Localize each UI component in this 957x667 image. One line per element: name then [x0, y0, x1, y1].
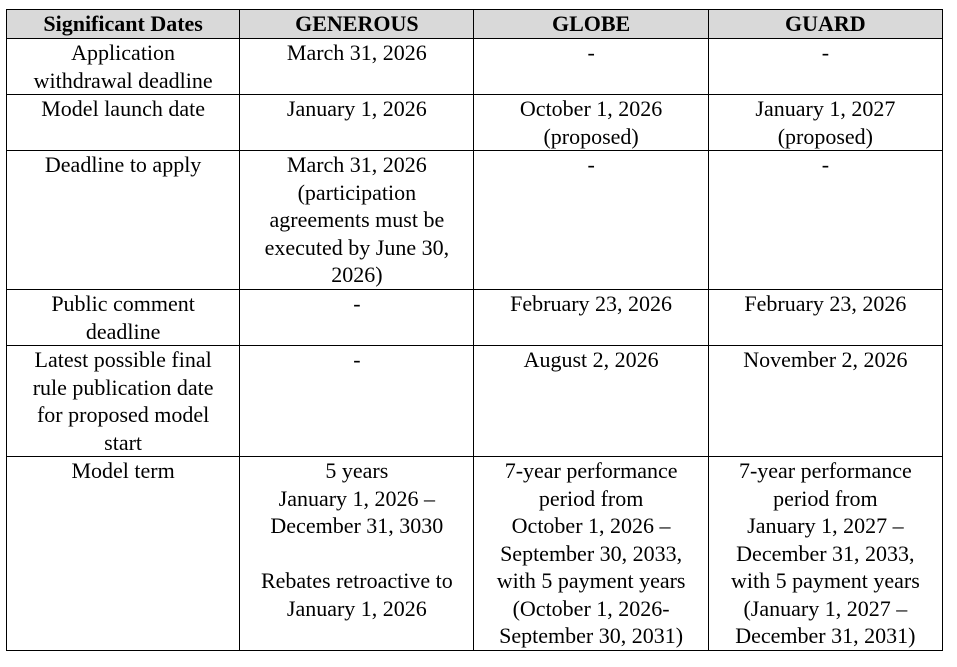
- cell-text-line: March 31, 2026: [286, 40, 427, 65]
- cell-text-line: executed by June 30,: [264, 234, 450, 260]
- table-row: [7, 290, 943, 346]
- cell-text-line: January 1, 2026: [286, 595, 427, 621]
- cell-text-line: -: [587, 152, 595, 177]
- cell-generous: [240, 346, 474, 457]
- cell-text-line: December 31, 2031): [735, 623, 916, 648]
- cell-text-line: (participation: [297, 179, 417, 205]
- cell-text-line: with 5 payment years: [730, 568, 920, 593]
- cell-text-line: 5 years: [325, 458, 389, 483]
- table-row: [7, 457, 943, 651]
- cell-significant-date: [7, 151, 240, 290]
- header-guard: GUARD: [708, 10, 942, 39]
- cell-text-line: rule publication date: [32, 374, 214, 400]
- cell-significant-date: [7, 290, 240, 346]
- header-significant-dates: Significant Dates: [7, 10, 240, 39]
- cell-text-line: (proposed): [777, 123, 874, 149]
- cell-text-line: [244, 540, 469, 568]
- cell-text-line: -: [353, 291, 361, 316]
- cell-text-line: Application: [71, 40, 176, 65]
- cell-text-line: withdrawal deadline: [33, 67, 213, 93]
- cell-text-line: -: [587, 40, 595, 65]
- header-row: [7, 10, 943, 39]
- cell-text-line: 2026): [331, 262, 383, 287]
- significant-dates-table: [6, 9, 943, 651]
- cell-significant-date: [7, 457, 240, 651]
- cell-text-line: Latest possible final: [34, 347, 212, 372]
- cell-text-line: with 5 payment years: [496, 568, 686, 593]
- cell-text-line: (January 1, 2027 –: [743, 595, 908, 621]
- cell-text-line: Rebates retroactive to: [260, 568, 453, 593]
- cell-generous: [240, 95, 474, 151]
- cell-globe: [474, 290, 708, 346]
- cell-text-line: 7-year performance: [504, 458, 678, 483]
- cell-text-line: Deadline to apply: [44, 152, 202, 177]
- cell-text-line: January 1, 2027 –: [747, 513, 904, 538]
- cell-text-line: -: [821, 40, 830, 65]
- table-row: [7, 346, 943, 457]
- cell-guard: [708, 346, 942, 457]
- cell-text-line: agreements must be: [269, 207, 445, 232]
- cell-text-line: August 2, 2026: [523, 347, 659, 372]
- cell-text-line: Public comment: [51, 291, 195, 316]
- table-row: [7, 151, 943, 290]
- cell-globe: [474, 151, 708, 290]
- header-generous: GENEROUS: [240, 10, 474, 39]
- cell-text-line: 7-year performance: [738, 458, 912, 483]
- cell-text-line: -: [821, 152, 830, 177]
- cell-significant-date: [7, 95, 240, 151]
- cell-text-line: February 23, 2026: [744, 291, 907, 316]
- cell-guard: [708, 457, 942, 651]
- cell-text-line: (October 1, 2026-: [512, 595, 670, 621]
- cell-text-line: Model launch date: [41, 96, 205, 121]
- cell-text-line: for proposed model: [36, 402, 210, 427]
- cell-generous: [240, 151, 474, 290]
- cell-text-line: February 23, 2026: [510, 291, 673, 316]
- cell-guard: [708, 95, 942, 151]
- cell-text-line: start: [104, 429, 143, 455]
- cell-guard: [708, 39, 942, 95]
- cell-text-line: deadline: [85, 318, 161, 344]
- cell-guard: [708, 290, 942, 346]
- cell-text-line: period from: [773, 485, 878, 511]
- cell-text-line: January 1, 2026 –: [278, 485, 436, 511]
- cell-text-line: (proposed): [543, 123, 639, 149]
- cell-text-line: October 1, 2026: [519, 96, 663, 121]
- header-globe: GLOBE: [474, 10, 708, 39]
- cell-globe: [474, 457, 708, 651]
- table-row: [7, 39, 943, 95]
- cell-text-line: December 31, 2033,: [736, 540, 915, 566]
- cell-globe: [474, 39, 708, 95]
- cell-globe: [474, 346, 708, 457]
- cell-significant-date: [7, 346, 240, 457]
- cell-significant-date: [7, 39, 240, 95]
- cell-generous: [240, 39, 474, 95]
- cell-generous: [240, 457, 474, 651]
- table-row: [7, 95, 943, 151]
- cell-text-line: period from: [538, 485, 644, 511]
- cell-generous: [240, 290, 474, 346]
- cell-text-line: October 1, 2026 –: [511, 513, 671, 538]
- cell-globe: [474, 95, 708, 151]
- cell-text-line: November 2, 2026: [743, 347, 908, 372]
- cell-text-line: December 31, 3030: [270, 513, 444, 538]
- cell-text-line: Model term: [71, 458, 175, 483]
- cell-text-line: September 30, 2033,: [500, 540, 683, 566]
- cell-text-line: September 30, 2031): [499, 623, 684, 648]
- cell-guard: [708, 151, 942, 290]
- cell-text-line: March 31, 2026: [286, 152, 427, 177]
- cell-text-line: -: [353, 347, 361, 372]
- cell-text-line: January 1, 2026: [286, 96, 427, 121]
- cell-text-line: January 1, 2027: [755, 96, 896, 121]
